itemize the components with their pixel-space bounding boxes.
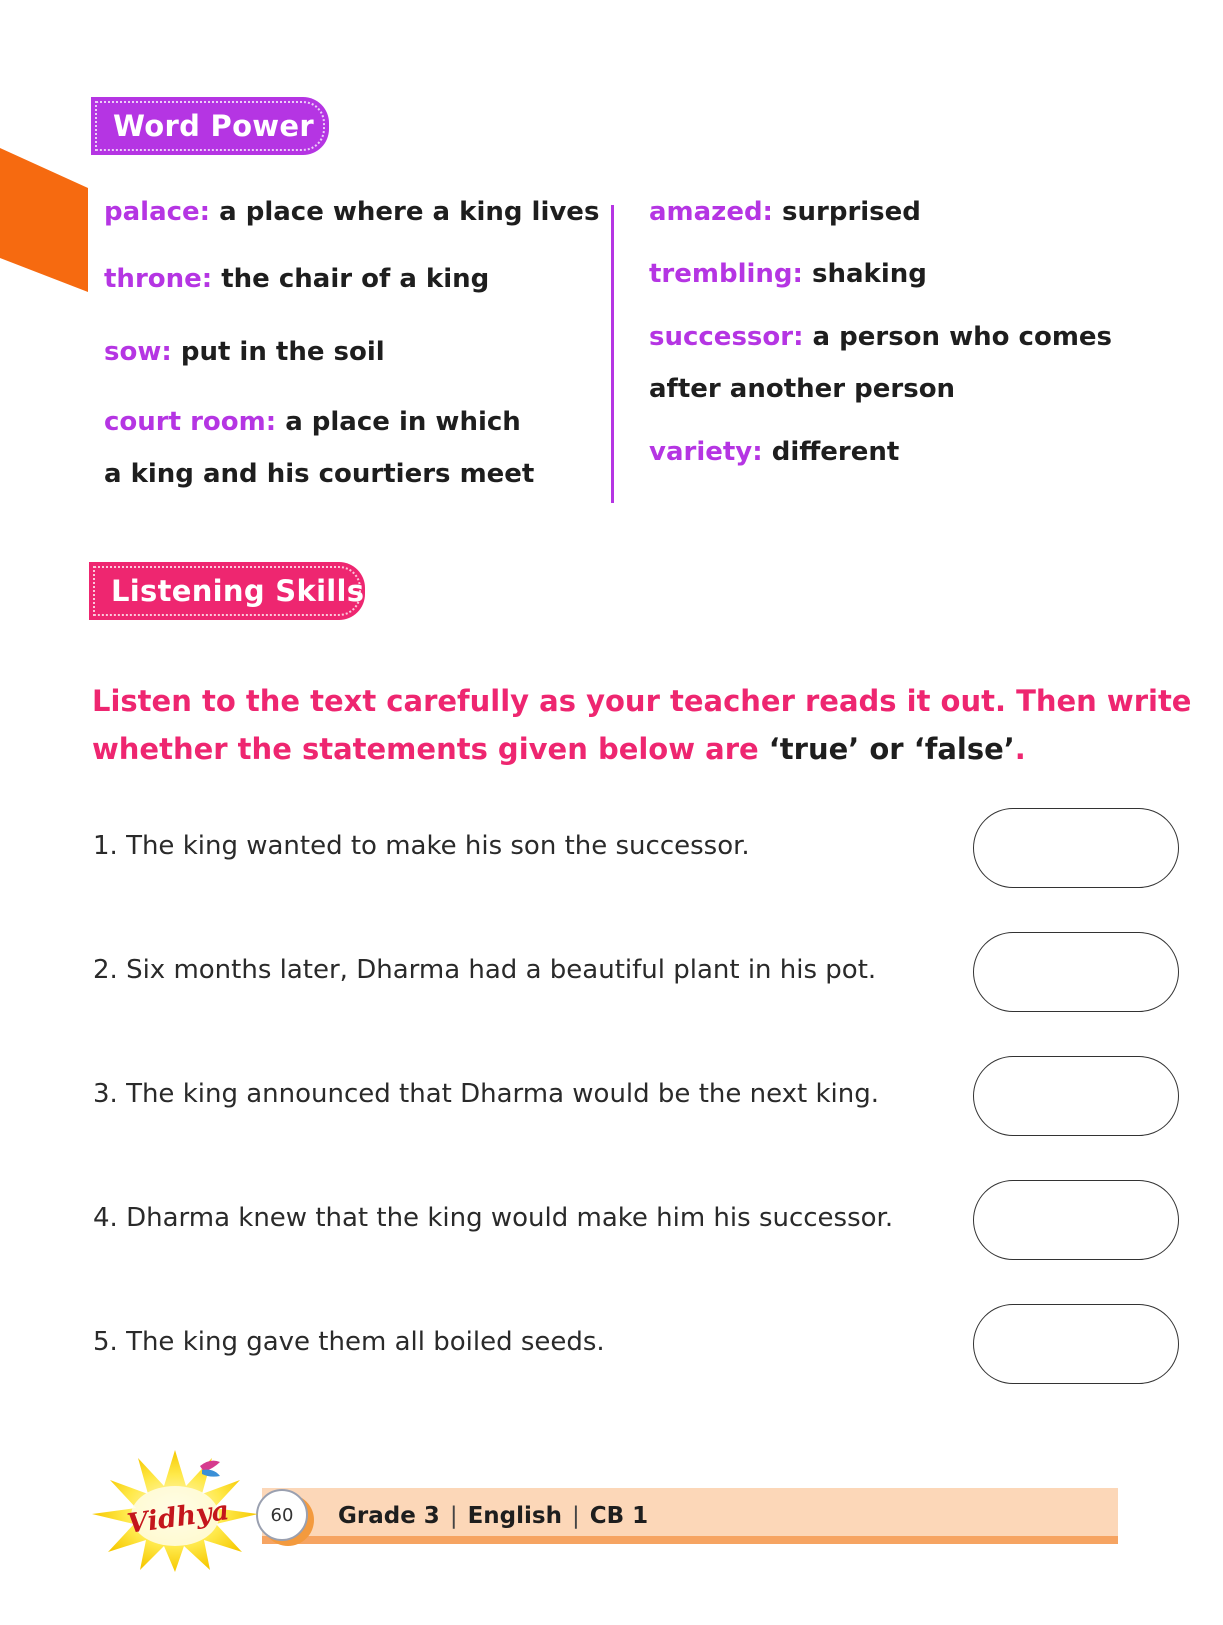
listening-skills-heading-text: Listening Skills	[111, 574, 365, 608]
glossary-entry-palace	[104, 186, 604, 238]
glossary-definition: a place in which a king and his courtiers meet	[104, 407, 535, 489]
glossary-definition: the chair of a king	[221, 264, 490, 294]
glossary-term: palace:	[104, 197, 211, 227]
glossary-term: variety:	[649, 437, 763, 467]
glossary-definition: shaking	[812, 259, 927, 289]
glossary-entry-variety	[649, 426, 1209, 478]
footer-book: CB 1	[589, 1503, 649, 1529]
answer-box-1[interactable]	[973, 808, 1179, 888]
listening-instruction	[92, 677, 1192, 773]
instruction-false-word: ‘false’	[913, 732, 1015, 766]
glossary-entry-amazed	[649, 186, 1209, 238]
glossary-term: successor:	[649, 322, 804, 352]
footer-separator: |	[449, 1503, 458, 1529]
question-1: 1. The king wanted to make his son the successor.	[93, 831, 750, 861]
instruction-text: Listen to the text carefully as your teacher reads it out. Then write whether the statements given below are	[92, 684, 1192, 766]
glossary-term: court room:	[104, 407, 277, 437]
answer-box-2[interactable]	[973, 932, 1179, 1012]
word-power-heading	[91, 97, 329, 155]
answer-box-4[interactable]	[973, 1180, 1179, 1260]
glossary-term: amazed:	[649, 197, 773, 227]
footer-subject: English	[467, 1503, 562, 1529]
question-3: 3. The king announced that Dharma would be the next king.	[93, 1079, 880, 1109]
glossary-definition: a place where a king lives	[219, 197, 600, 227]
question-4: 4. Dharma knew that the king would make him his successor.	[93, 1203, 894, 1233]
glossary-definition: a person who comes after another person	[649, 322, 1113, 404]
instruction-period: .	[1014, 732, 1026, 766]
logo-text: Vidhya	[125, 1495, 232, 1540]
glossary-entry-throne	[104, 253, 604, 305]
glossary-entry-court-room	[104, 396, 544, 500]
glossary-entry-sow	[104, 326, 604, 378]
glossary-definition: different	[771, 437, 900, 467]
listening-skills-heading	[89, 562, 365, 620]
glossary-term: throne:	[104, 264, 213, 294]
column-divider	[611, 205, 614, 503]
footer-grade: Grade 3	[338, 1503, 440, 1529]
glossary-entry-successor	[649, 311, 1189, 415]
answer-box-5[interactable]	[973, 1304, 1179, 1384]
instruction-or-word: or	[859, 732, 914, 766]
answer-box-3[interactable]	[973, 1056, 1179, 1136]
glossary-entry-trembling	[649, 248, 1209, 300]
glossary-term: trembling:	[649, 259, 803, 289]
glossary-term: sow:	[104, 337, 172, 367]
question-2: 2. Six months later, Dharma had a beautiful plant in his pot.	[93, 955, 877, 985]
footer-separator: |	[571, 1503, 580, 1529]
instruction-true-word: ‘true’	[768, 732, 860, 766]
word-power-heading-text: Word Power	[113, 109, 314, 143]
footer-book-info	[338, 1496, 648, 1536]
glossary-definition: surprised	[782, 197, 921, 227]
corner-tab-decoration	[0, 148, 88, 292]
glossary-definition: put in the soil	[180, 337, 385, 367]
page-number: 60	[256, 1489, 308, 1541]
question-5: 5. The king gave them all boiled seeds.	[93, 1327, 605, 1357]
